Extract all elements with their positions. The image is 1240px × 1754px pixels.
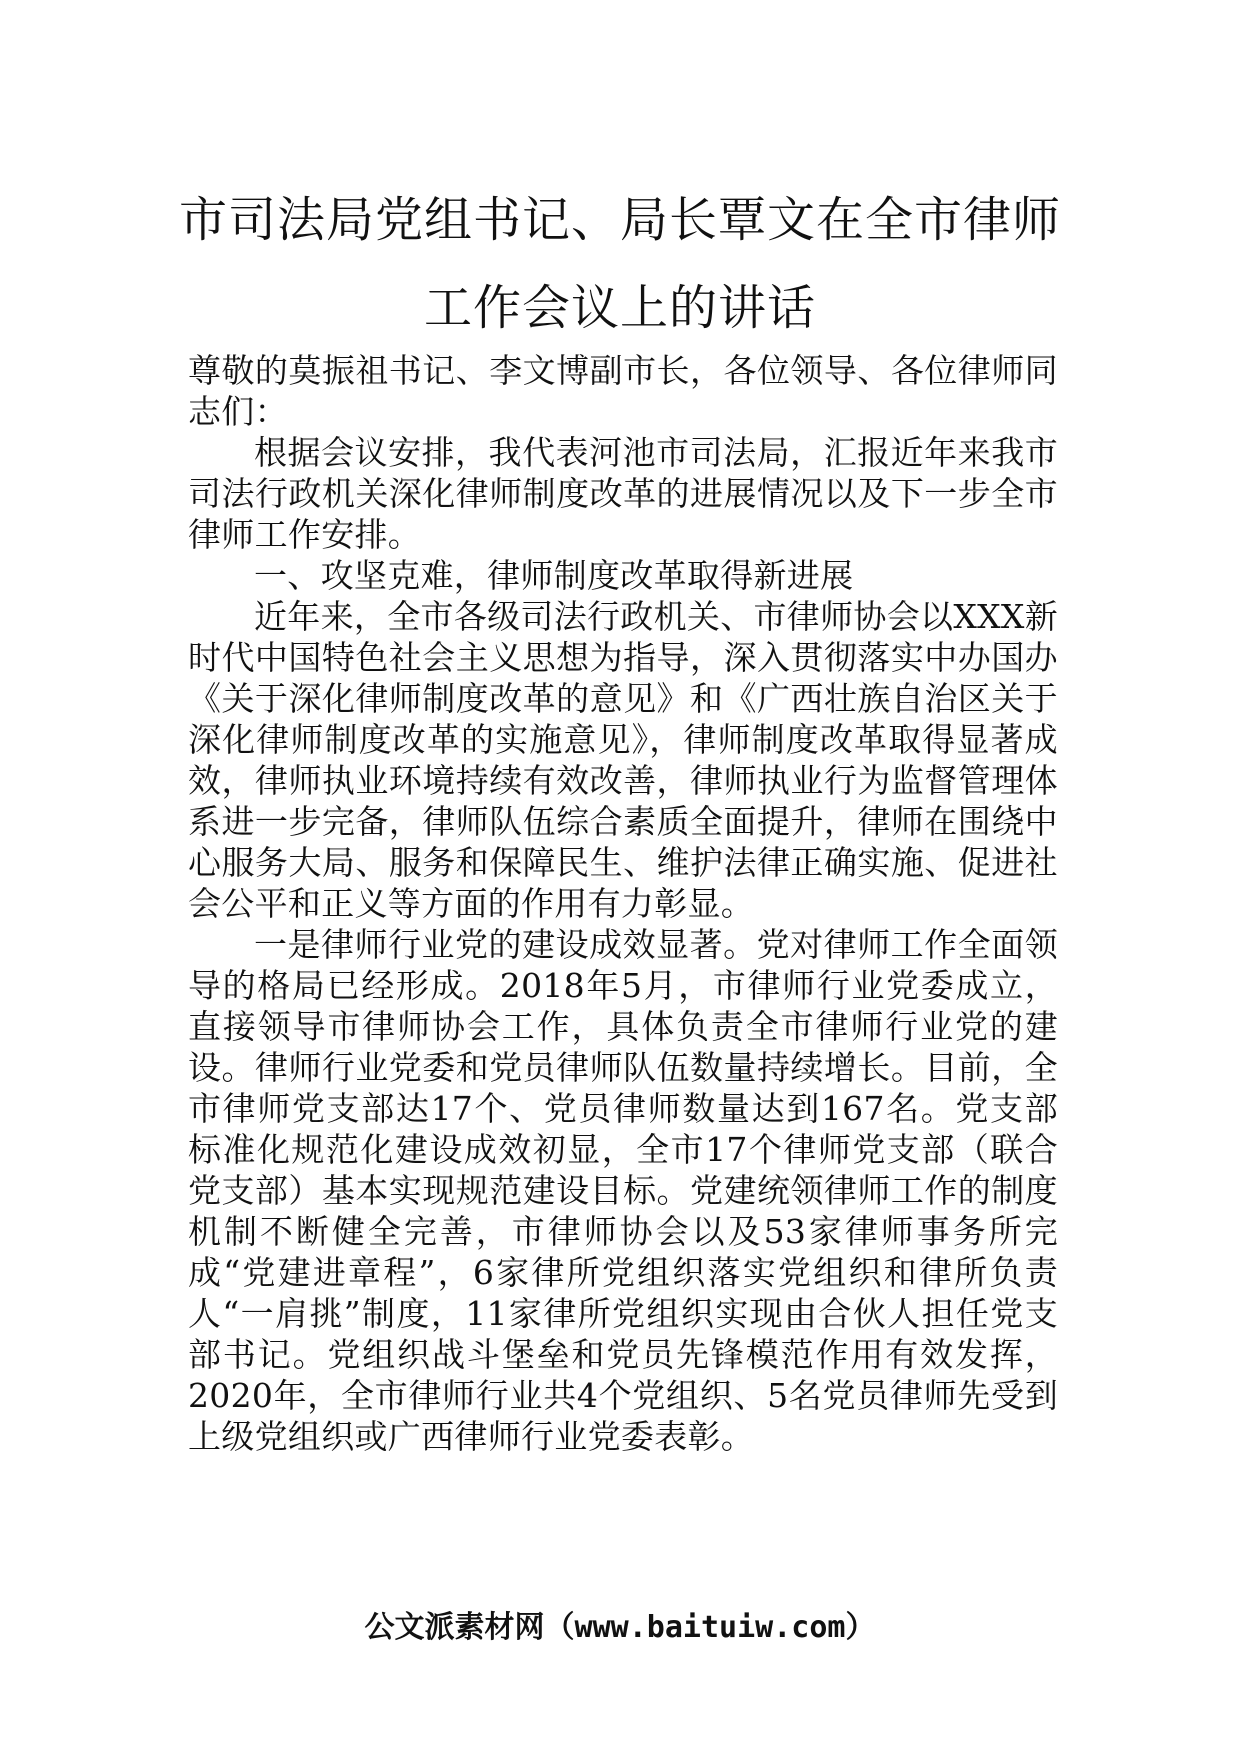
footer-url: （www.baituiw.com）	[544, 1610, 876, 1645]
footer-site-name: 公文派素材网	[364, 1610, 545, 1645]
footer-watermark	[0, 1608, 1240, 1648]
paragraph-intro: 根据会议安排，我代表河池市司法局，汇报近年来我市司法行政机关深化律师制度改革的进展情况以及下一步全市律师工作安排。	[188, 433, 1058, 554]
section-heading: 一、攻坚克难，律师制度改革取得新进展	[254, 556, 854, 595]
document-title-line-1: 市司法局党组书记、局长覃文在全市律师	[178, 192, 1061, 248]
document-body	[188, 350, 1058, 1457]
document-title-line-2: 工作会议上的讲话	[423, 280, 816, 336]
salutation: 尊敬的莫振祖书记、李文博副市长，各位领导、各位律师同志们：	[188, 351, 1058, 431]
paragraph-progress: 近年来，全市各级司法行政机关、市律师协会以XXX新时代中国特色社会主义思想为指导，深入贯彻落实中办国办《关于深化律师制度改革的意见》和《广西壮族自治区关于深化律师制度改革的实施意见》，律师制度改革取得显著成效，律师执业环境持续有效改善，律师执业行为监督管理体系进一步完备，律师队伍综合素质全面提升，律师在围绕中心服务大局、服务和保障民生、维护法律正确实施、促进社会公平和正义等方面的作用有力彰显。	[188, 597, 1058, 923]
paragraph-party-building: 一是律师行业党的建设成效显著。党对律师工作全面领导的格局已经形成。2018年5月，市律师行业党委成立，直接领导市律师协会工作，具体负责全市律师行业党的建设。律师行业党委和党员律师队伍数量持续增长。目前，全市律师党支部达17个、党员律师数量达到167名。党支部标准化规范化建设成效初显，全市17个律师党支部（联合党支部）基本实现规范建设目标。党建统领律师工作的制度机制不断健全完善，市律师协会以及53家律师事务所完成“党建进章程”，6家律所党组织落实党组织和律所负责人“一肩挑”制度，11家律所党组织实现由合伙人担任党支部书记。党组织战斗堡垒和党员先锋模范作用有效发挥，2020年，全市律师行业共4个党组织、5名党员律师先受到上级党组织或广西律师行业党委表彰。	[188, 925, 1058, 1456]
